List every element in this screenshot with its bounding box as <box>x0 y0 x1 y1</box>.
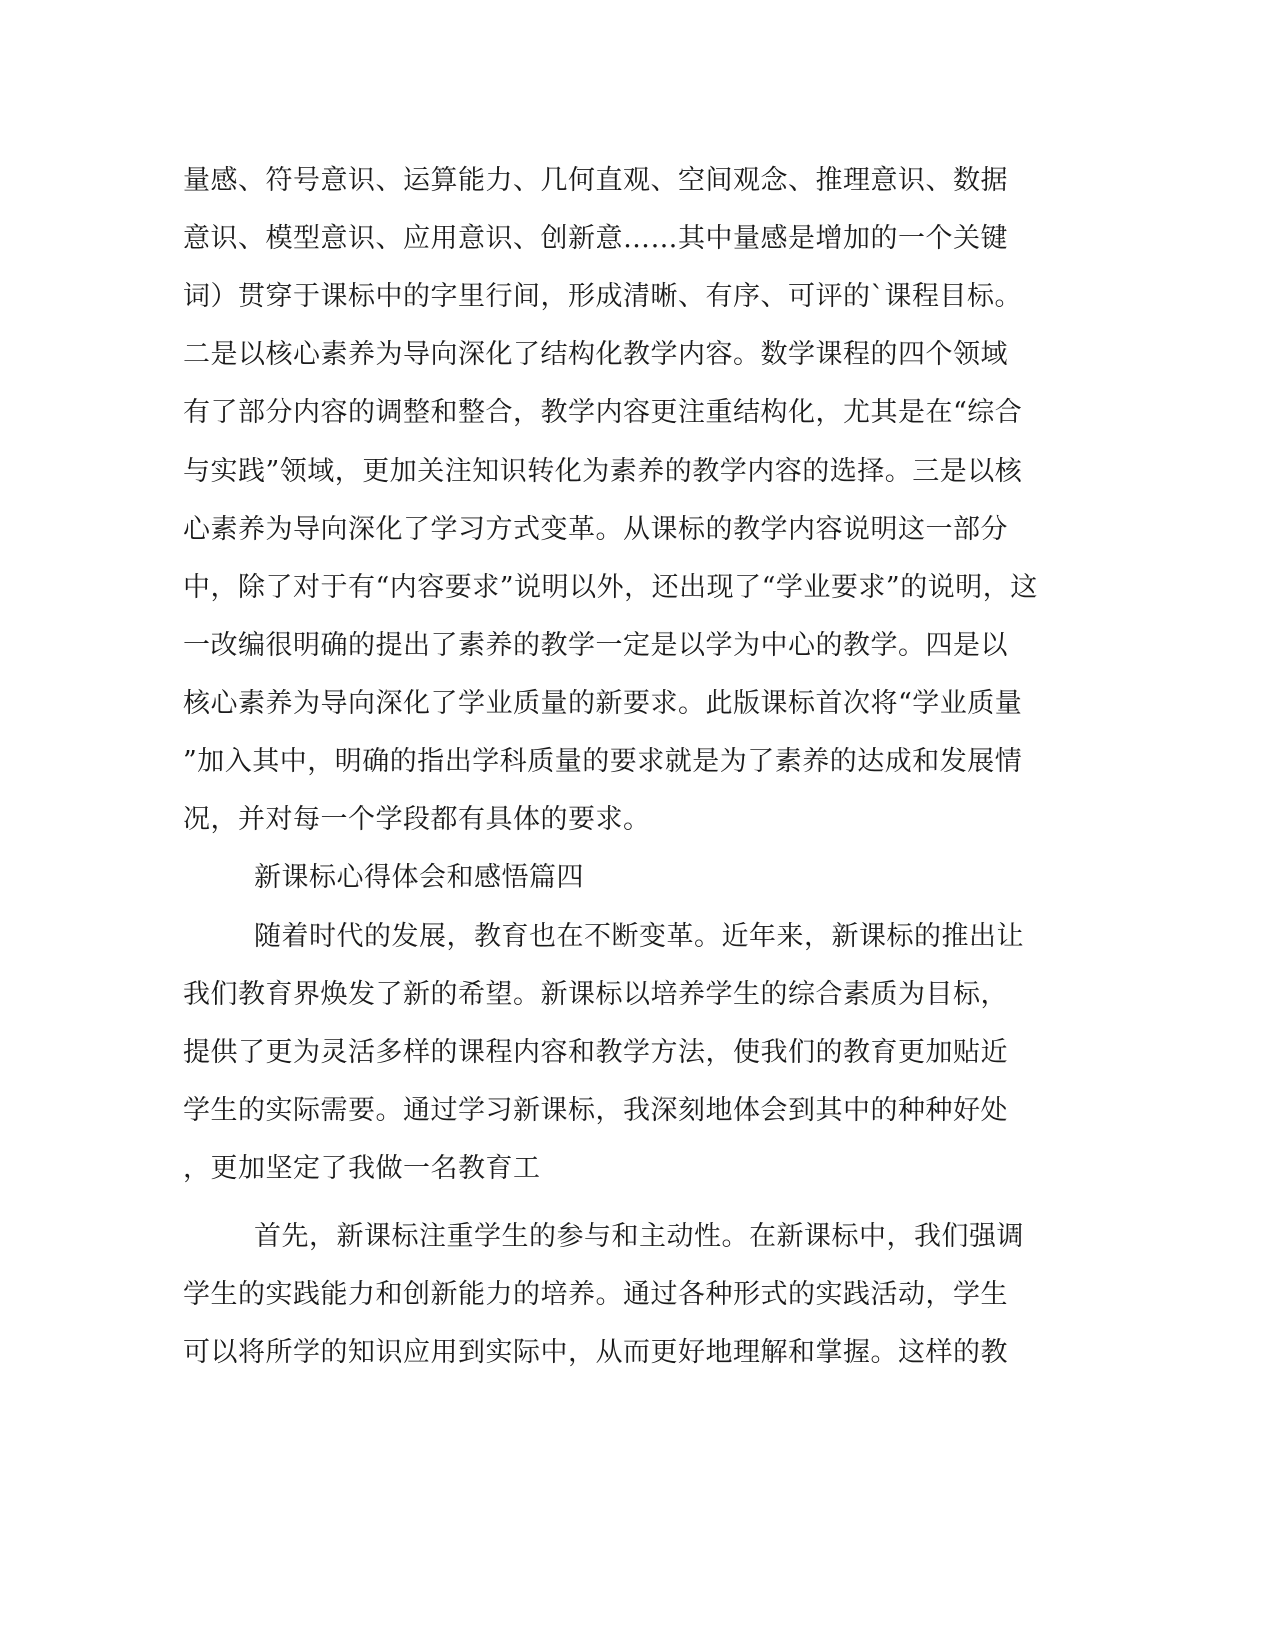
text-line: 与实践”领域，更加关注知识转化为素养的教学内容的选择。三是以核 <box>183 456 1023 487</box>
text-line: 学生的实践能力和创新能力的培养。通过各种形式的实践活动，学生 <box>183 1279 1008 1310</box>
text-line: ”加入其中，明确的指出学科质量的要求就是为了素养的达成和发展情 <box>183 746 1023 777</box>
text-line: 有了部分内容的调整和整合，教学内容更注重结构化，尤其是在“综合 <box>183 397 1023 428</box>
text-line: 况，并对每一个学段都有具体的要求。 <box>183 804 651 835</box>
text-line: 首先，新课标注重学生的参与和主动性。在新课标中，我们强调 <box>254 1221 1024 1252</box>
text-line: 量感、符号意识、运算能力、几何直观、空间观念、推理意识、数据 <box>183 165 1008 196</box>
text-line: ，更加坚定了我做一名教育工 <box>183 1153 541 1184</box>
text-line: 一改编很明确的提出了素养的教学一定是以学为中心的教学。四是以 <box>183 630 1008 661</box>
text-line: 学生的实际需要。通过学习新课标，我深刻地体会到其中的种种好处 <box>183 1095 1008 1126</box>
text-line: 心素养为导向深化了学习方式变革。从课标的教学内容说明这一部分 <box>183 514 1008 545</box>
text-line: 中，除了对于有“内容要求”说明以外，还出现了“学业要求”的说明，这 <box>183 572 1038 603</box>
text-line: 核心素养为导向深化了学业质量的新要求。此版课标首次将“学业质量 <box>183 688 1023 719</box>
text-line: 可以将所学的知识应用到实际中，从而更好地理解和掌握。这样的教 <box>183 1337 1008 1368</box>
text-line: 二是以核心素养为导向深化了结构化教学内容。数学课程的四个领域 <box>183 339 1008 370</box>
text-line: 随着时代的发展，教育也在不断变革。近年来，新课标的推出让 <box>254 921 1024 952</box>
text-line: 词）贯穿于课标中的字里行间，形成清晰、有序、可评的`课程目标。 <box>183 281 1022 312</box>
text-line: 意识、模型意识、应用意识、创新意……其中量感是增加的一个关键 <box>183 223 1008 254</box>
text-line: 我们教育界焕发了新的希望。新课标以培养学生的综合素质为目标， <box>183 979 1008 1010</box>
text-line: 提供了更为灵活多样的课程内容和教学方法，使我们的教育更加贴近 <box>183 1037 1008 1068</box>
section-heading: 新课标心得体会和感悟篇四 <box>254 862 584 893</box>
